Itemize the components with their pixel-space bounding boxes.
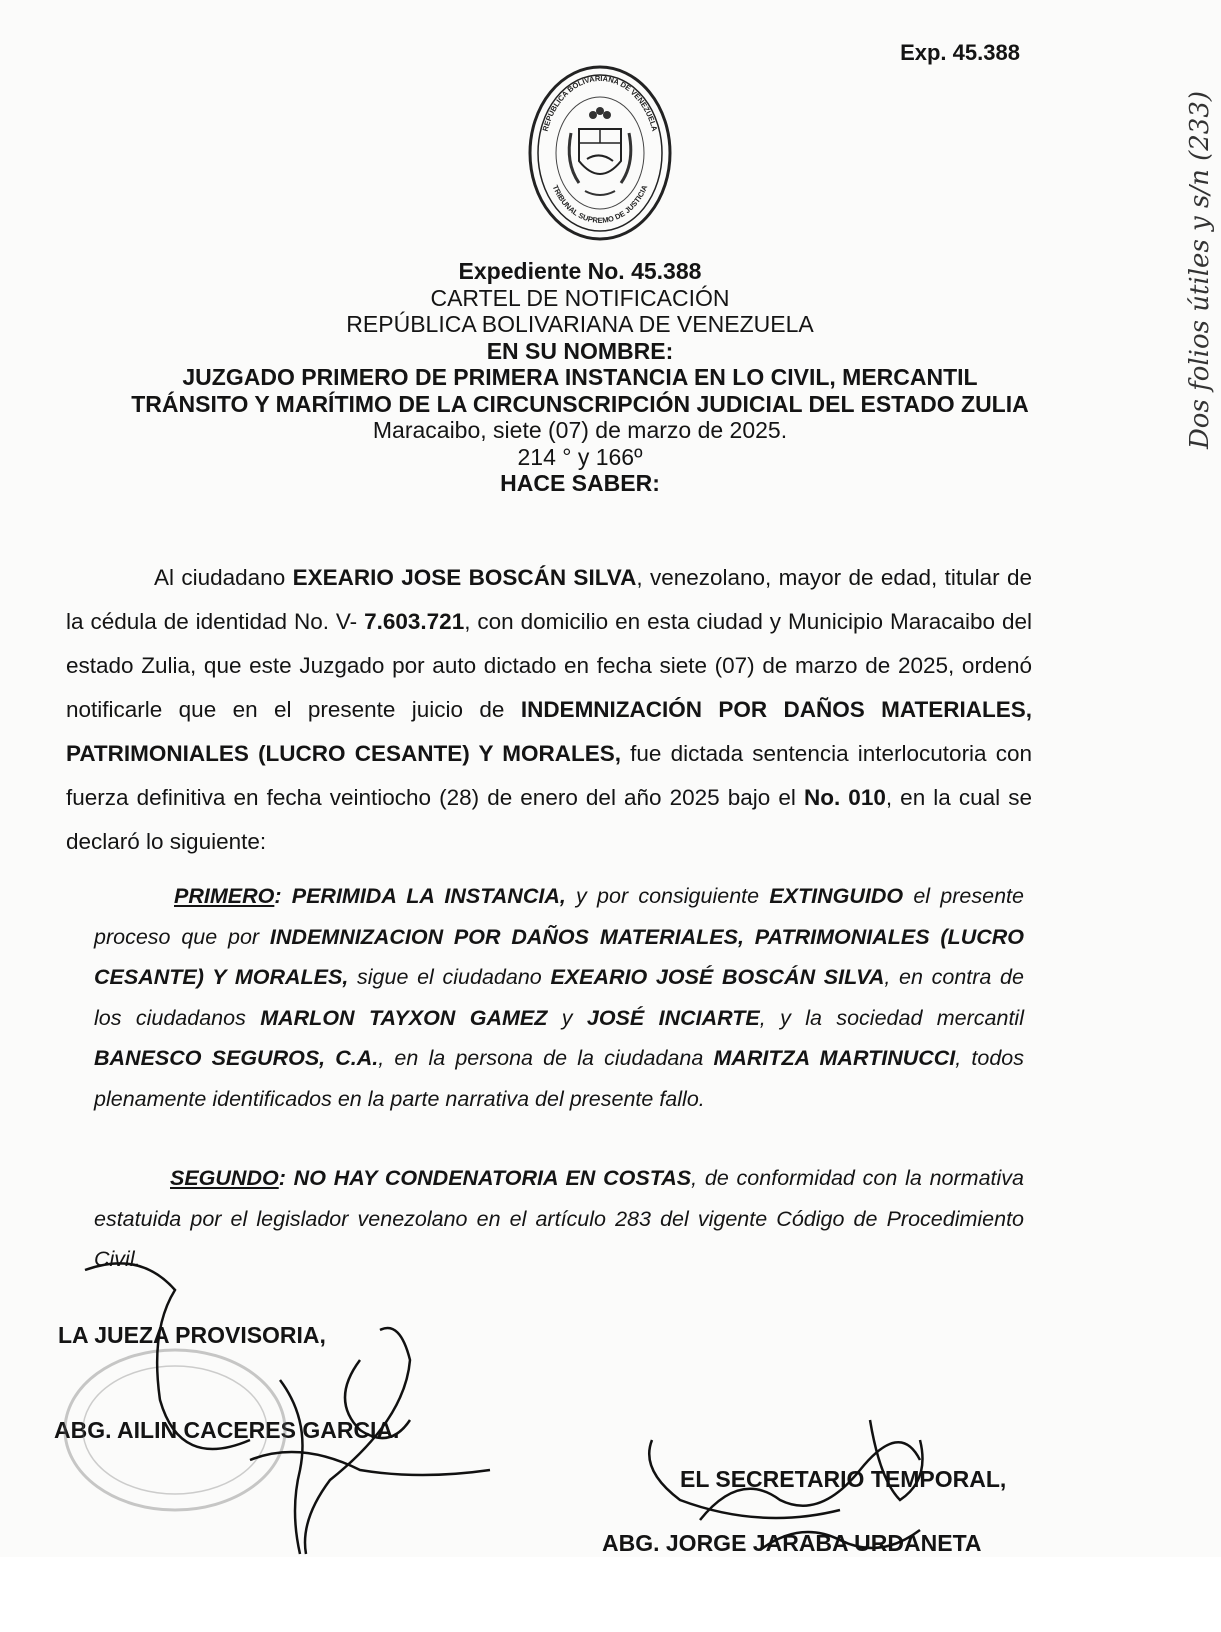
judge-title: LA JUEZA PROVISORIA, xyxy=(58,1322,326,1348)
hace-saber-heading: HACE SABER: xyxy=(500,470,660,496)
judge-name: ABG. AILIN CACERES GARCIA. xyxy=(54,1417,400,1443)
lawsuit-type: INDEMNIZACIÓN POR DAÑOS MATERIALES, PATRIMONIALES (LUCRO CESANTE) Y MORALES, xyxy=(66,697,1032,766)
svg-text:TRIBUNAL SUPREMO DE JUSTICIA: TRIBUNAL SUPREMO DE JUSTICIA xyxy=(550,183,650,225)
place-date: Maracaibo, siete (07) de marzo de 2025. xyxy=(372,417,788,443)
sentence-number: No. 010 xyxy=(803,785,886,810)
segundo-label: SEGUNDO xyxy=(170,1166,279,1190)
notification-body xyxy=(66,556,1032,864)
secretary-title: EL SECRETARIO TEMPORAL, xyxy=(680,1466,1007,1492)
cartel-heading: CARTEL DE NOTIFICACIÓN xyxy=(430,284,730,311)
court-seal xyxy=(527,63,673,243)
expediente-heading: Expediente No. 45.388 xyxy=(458,258,702,284)
body-paragraph: Al ciudadano EXEARIO JOSE BOSCÁN SILVA, venezolano, mayor de edad, titular de la cédula de identidad No. V- 7.603.721, con domicilio en esta ciudad y Municipio Maracaibo del estado Zulia, que este Juzgado por auto dictado en fecha siete (07) de marzo de 2025, ordenó notificarle que en el presente juicio de INDEMNIZACIÓN POR DAÑOS MATERIALES, PATRIMONIALES (LUCRO CESANTE) Y MORALES, fue dictada sentencia interlocutoria con fuerza definitiva en fecha veintiocho (28) de enero del año 2025 bajo el No. 010, en la cual se declaró lo siguiente: xyxy=(66,565,1033,854)
svg-text:REPÚBLICA BOLIVARIANA DE VENEZ: REPÚBLICA BOLIVARIANA DE VENEZUELA xyxy=(540,73,660,133)
cedula-number: 7.603.721 xyxy=(364,609,465,634)
en-su-nombre-heading: EN SU NOMBRE: xyxy=(486,337,674,364)
margin-handwritten-annotation: Dos folios útiles y s/n (233) xyxy=(1185,90,1215,450)
resolution-segundo: SEGUNDO: NO HAY CONDENATORIA EN COSTAS, de conformidad con la normativa estatuida por el legislador venezolano en el artículo 283 del vigente Código de Procedimiento Civil. xyxy=(94,1166,1024,1271)
citizen-name: EXEARIO JOSE BOSCÁN SILVA xyxy=(292,565,637,590)
page-bottom-margin xyxy=(0,1557,1221,1632)
republica-heading: REPÚBLICA BOLIVARIANA DE VENEZUELA xyxy=(346,311,814,337)
juzgado-line-2: TRÁNSITO Y MARÍTIMO DE LA CIRCUNSCRIPCIÓN JUDICIAL DEL ESTADO ZULIA xyxy=(131,390,1029,417)
document-header xyxy=(30,258,1130,497)
juzgado-line-1: JUZGADO PRIMERO DE PRIMERA INSTANCIA EN LO CIVIL, MERCANTIL xyxy=(182,364,978,390)
primero-label: PRIMERO xyxy=(174,884,275,908)
expediente-reference: Exp. 45.388 xyxy=(900,40,1020,65)
secretary-name: ABG. JORGE JARABA URDANETA xyxy=(602,1530,982,1556)
resolution-primero: PRIMERO: PERIMIDA LA INSTANCIA, y por consiguiente EXTINGUIDO el presente proceso que por INDEMNIZACION POR DAÑOS MATERIALES, PATRIMONIALES (LUCRO CESANTE) Y MORALES, sigue el ciudadano EXEARIO JOSÉ BOSCÁN SILVA, en contra de los ciudadanos MARLON TAYXON GAMEZ y JOSÉ INCIARTE, y la sociedad mercantil BANESCO SEGUROS, C.A., en la persona de la ciudadana MARITZA MARTINUCCI, todos plenamente identificados en la parte narrativa del presente fallo. xyxy=(94,884,1025,1111)
years-line: 214 ° y 166º xyxy=(517,443,643,470)
